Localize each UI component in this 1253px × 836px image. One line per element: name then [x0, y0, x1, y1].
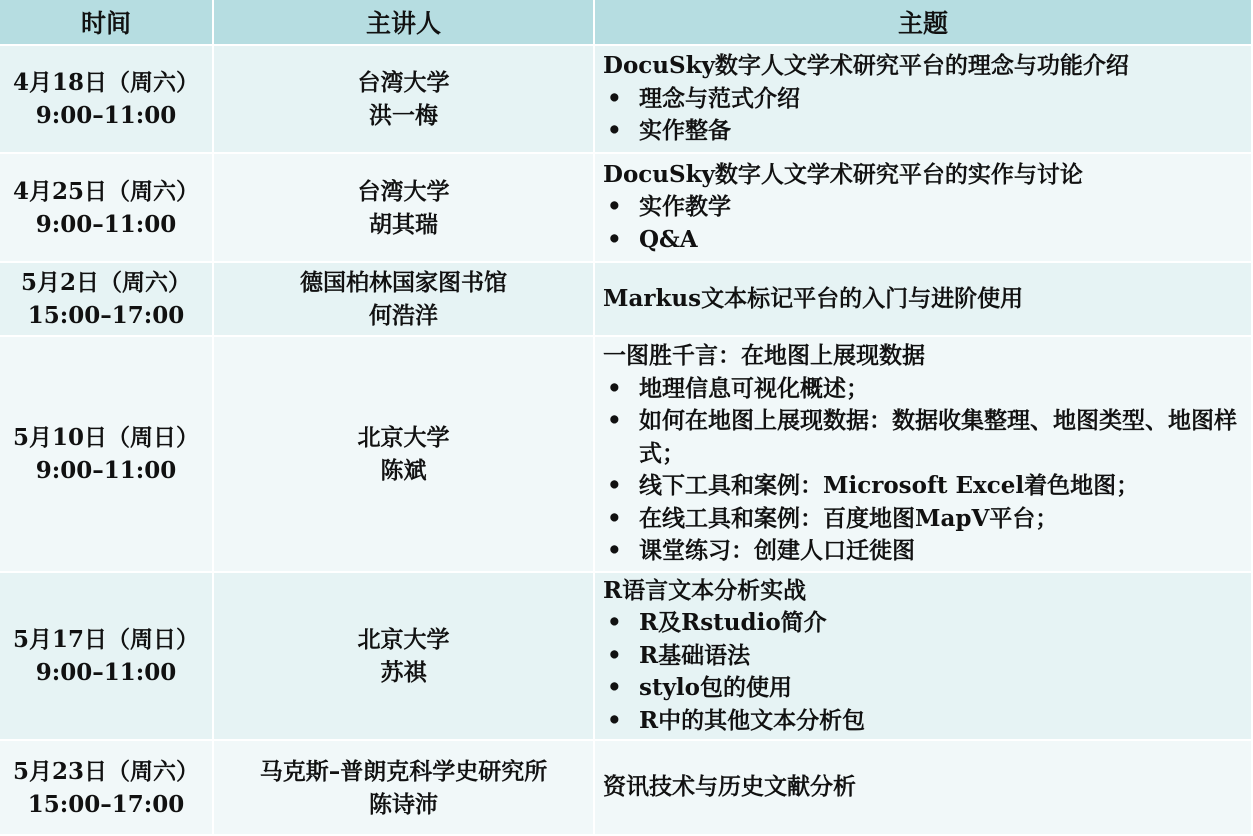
- session-date: 5月2日（周六）: [20, 269, 191, 296]
- topic-title: R语言文本分析实战: [603, 576, 807, 604]
- time-cell: [0, 46, 214, 154]
- topic-bullet: • R基础语法: [603, 640, 1251, 673]
- session-time: 9:00–11:00: [35, 102, 177, 129]
- speaker-institution: 马克斯–普朗克科学史研究所: [259, 757, 548, 785]
- topic-bullet: • 课堂练习：创建人口迁徙图: [603, 535, 1251, 568]
- topic-bullet-list: [603, 373, 1251, 568]
- speaker-cell: [214, 741, 595, 836]
- session-time: 9:00–11:00: [35, 457, 177, 484]
- topic-title: DocuSky数字人文学术研究平台的理念与功能介绍: [603, 52, 1129, 80]
- topic-bullet-list: [603, 83, 1251, 148]
- speaker-institution: 北京大学: [357, 626, 450, 653]
- topic-cell: [595, 263, 1253, 337]
- time-cell: [0, 741, 214, 836]
- speaker-cell: [214, 263, 595, 337]
- topic-cell: [595, 154, 1253, 263]
- session-date: 5月23日（周六）: [12, 757, 199, 785]
- topic-bullet: • 地理信息可视化概述；: [603, 373, 1251, 406]
- topic-bullet: • 在线工具和案例：百度地图MapV平台；: [603, 503, 1251, 536]
- session-time: 9:00–11:00: [35, 210, 177, 238]
- speaker-institution: 德国柏林国家图书馆: [300, 269, 507, 296]
- topic-title: 资讯技术与历史文献分析: [603, 773, 856, 801]
- topic-bullet: • R及Rstudio简介: [603, 607, 1251, 640]
- topic-bullet: • 线下工具和案例：Microsoft Excel着色地图；: [603, 470, 1251, 503]
- session-date: 4月25日（周六）: [12, 177, 199, 205]
- time-cell: [0, 263, 214, 337]
- speaker-name: 苏祺: [380, 659, 427, 686]
- session-time: 9:00–11:00: [35, 659, 177, 686]
- topic-title: 一图胜千言：在地图上展现数据: [603, 342, 925, 370]
- topic-bullet-list: [603, 191, 1251, 256]
- session-date: 5月10日（周日）: [12, 424, 199, 451]
- speaker-cell: [214, 337, 595, 573]
- topic-bullet: • 如何在地图上展现数据：数据收集整理、地图类型、地图样式；: [603, 405, 1251, 470]
- topic-title: DocuSky数字人文学术研究平台的实作与讨论: [603, 160, 1083, 188]
- topic-cell: [595, 573, 1253, 741]
- session-date: 4月18日（周六）: [12, 69, 199, 96]
- header-speaker: 主讲人: [214, 0, 595, 46]
- topic-bullet: • 实作整备: [603, 115, 1251, 148]
- topic-cell: [595, 46, 1253, 154]
- topic-bullet: • 实作教学: [603, 191, 1251, 224]
- header-topic: 主题: [595, 0, 1253, 46]
- session-time: 15:00–17:00: [27, 790, 185, 818]
- header-time: 时间: [0, 0, 214, 46]
- session-time: 15:00–17:00: [27, 302, 185, 329]
- time-cell: [0, 573, 214, 741]
- topic-cell: [595, 741, 1253, 836]
- speaker-cell: [214, 573, 595, 741]
- speaker-institution: 台湾大学: [357, 177, 450, 205]
- topic-bullet: • Q&A: [603, 224, 1251, 257]
- topic-bullet: • R中的其他文本分析包: [603, 705, 1251, 738]
- topic-bullet: • stylo包的使用: [603, 672, 1251, 705]
- speaker-name: 陈斌: [380, 457, 427, 484]
- topic-title: Markus文本标记平台的入门与进阶使用: [603, 284, 1024, 312]
- speaker-institution: 北京大学: [357, 424, 450, 451]
- speaker-name: 陈诗沛: [369, 790, 438, 818]
- speaker-cell: [214, 154, 595, 263]
- speaker-name: 何浩洋: [369, 302, 438, 329]
- time-cell: [0, 337, 214, 573]
- topic-cell: [595, 337, 1253, 573]
- session-date: 5月17日（周日）: [12, 626, 199, 653]
- time-cell: [0, 154, 214, 263]
- topic-bullet-list: [603, 607, 1251, 737]
- speaker-name: 洪一梅: [369, 102, 438, 129]
- speaker-name: 胡其瑞: [369, 210, 438, 238]
- topic-bullet: • 理念与范式介绍: [603, 83, 1251, 116]
- speaker-institution: 台湾大学: [357, 69, 450, 96]
- speaker-cell: [214, 46, 595, 154]
